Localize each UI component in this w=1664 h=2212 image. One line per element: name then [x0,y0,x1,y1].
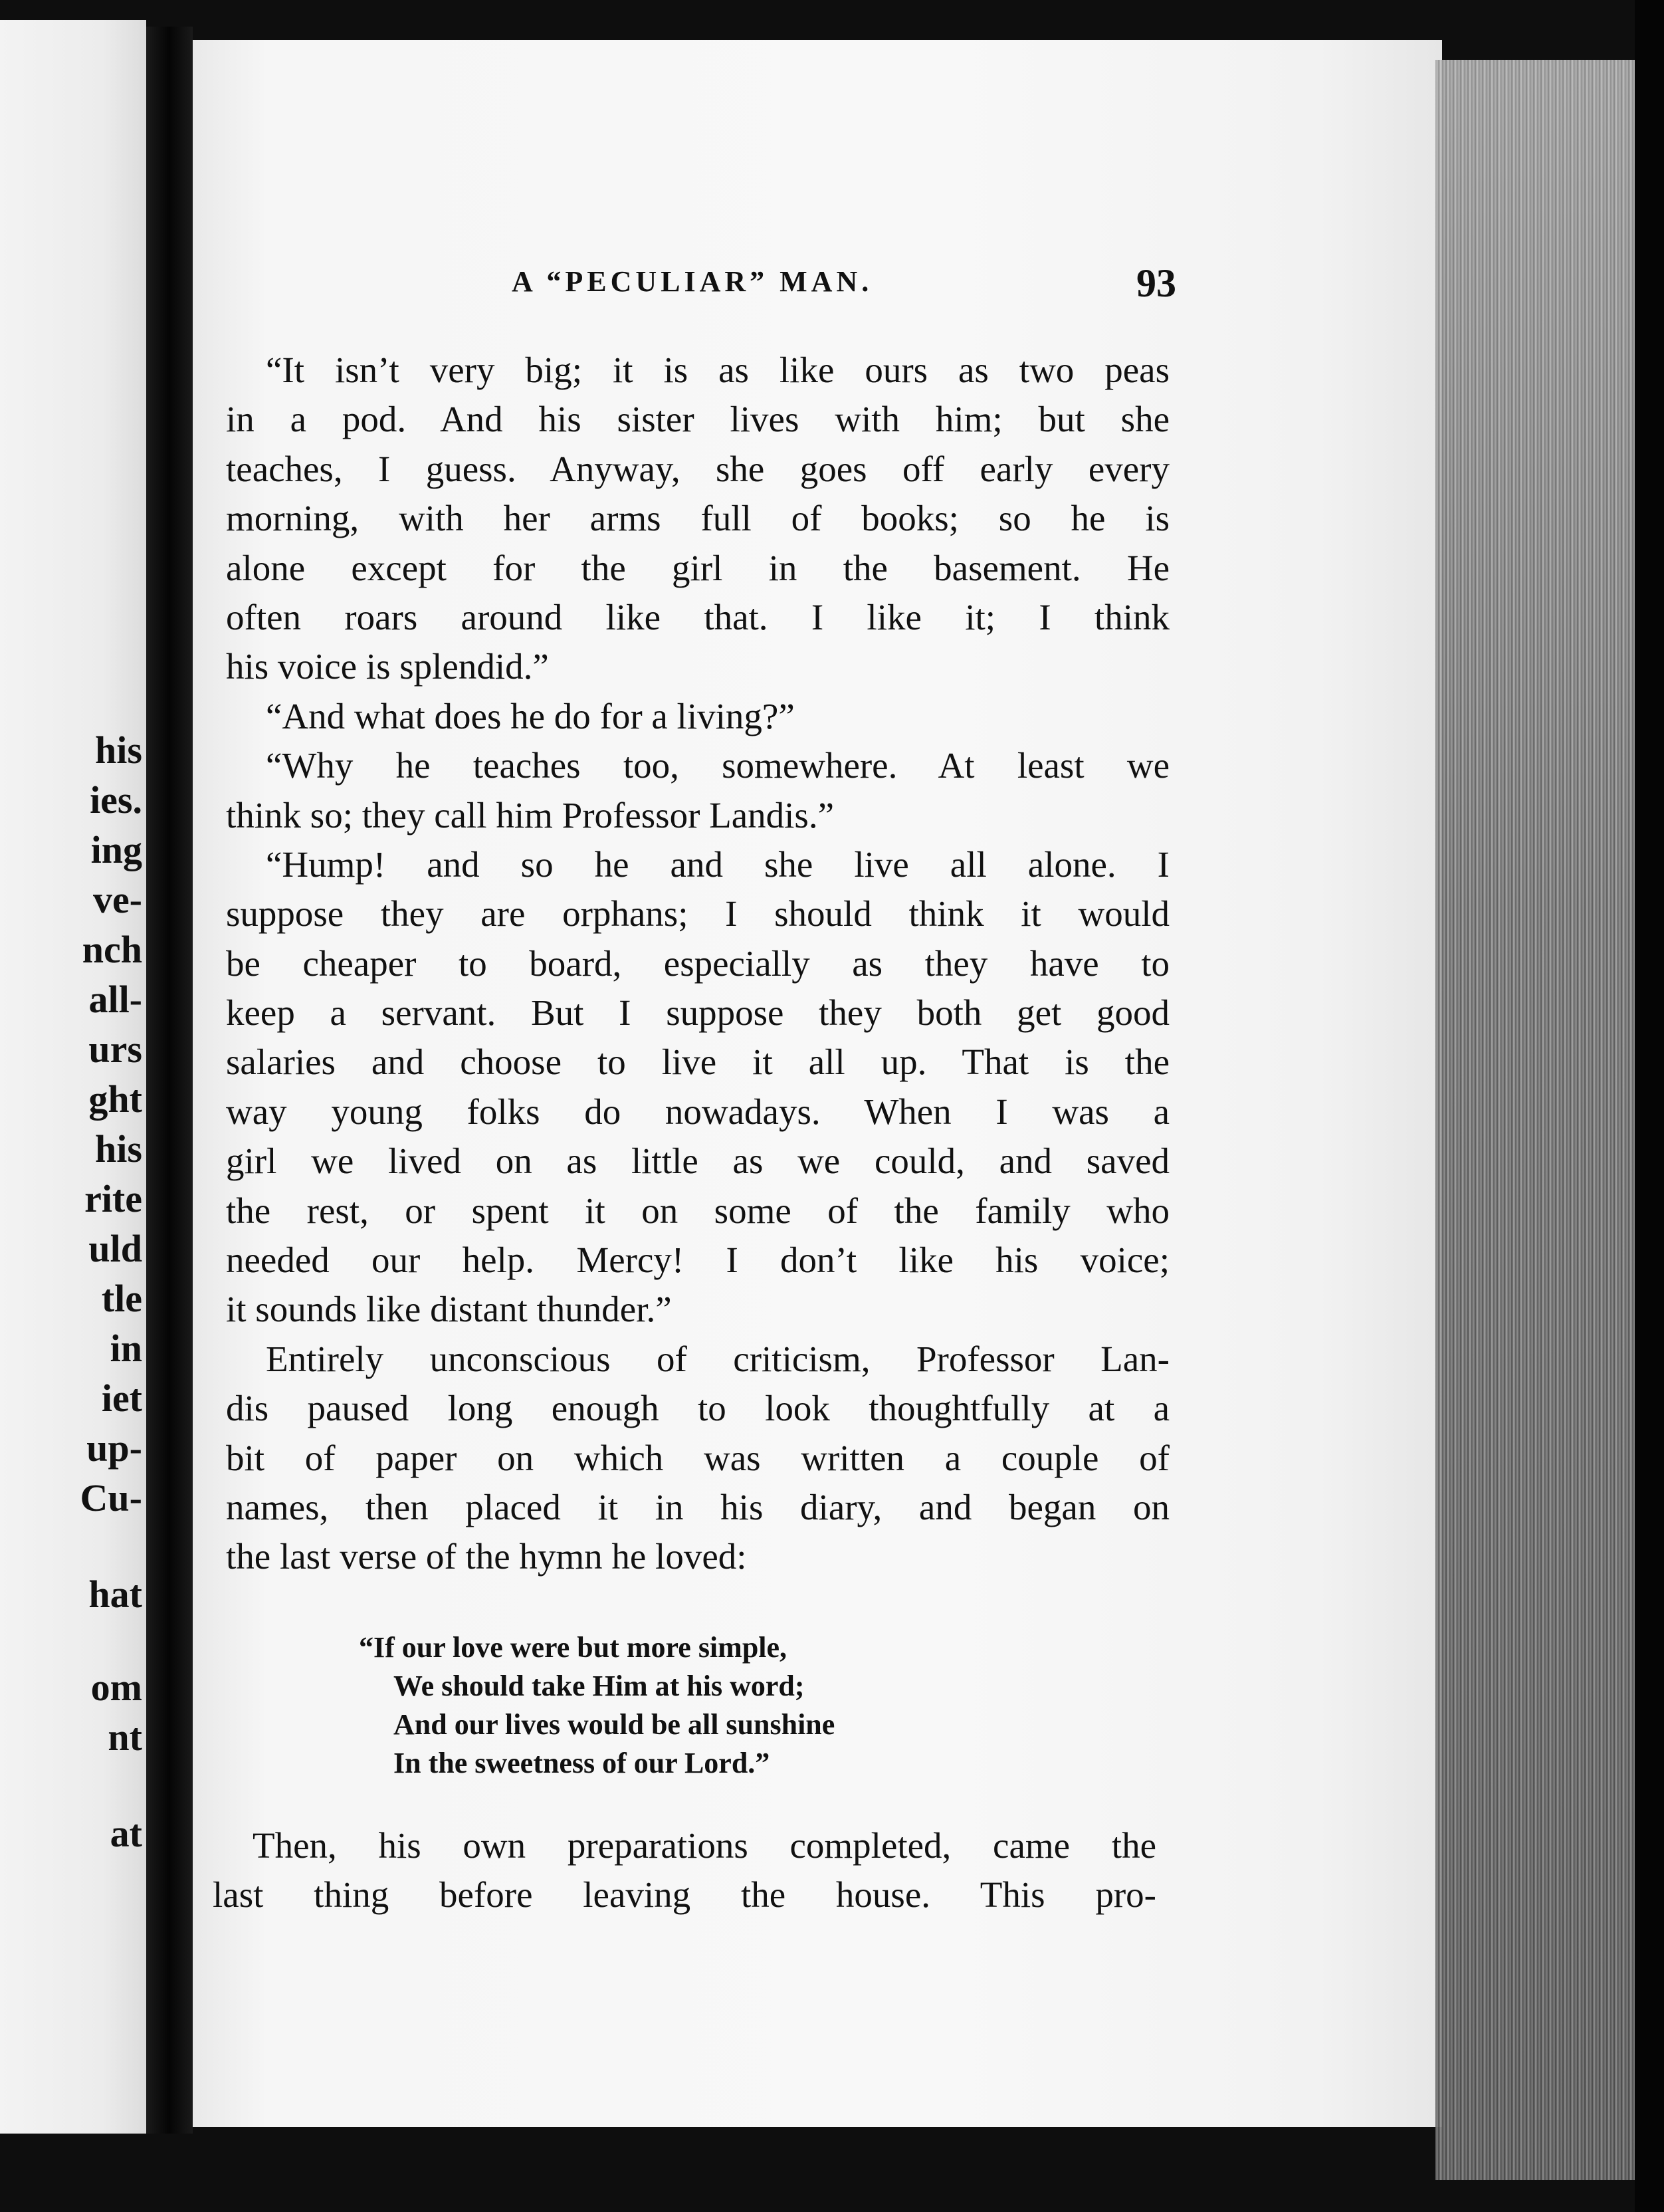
text-line: his voice is splendid.” [226,646,549,687]
left-page-fragment: iet [101,1377,142,1420]
page-edges [1435,60,1635,2180]
verse-line: And our lives would be all sunshine [393,1708,835,1741]
text-line: alone except for the girl in the basement. He [226,547,1170,588]
verse-line: We should take Him at his word; [393,1670,805,1702]
paragraph [226,1335,1170,1582]
text-line: the rest, or spent it on some of the family who [226,1190,1170,1231]
left-page-fragment: om [90,1666,142,1709]
page-number: 93 [1136,261,1176,305]
left-page-fragment: Cu- [80,1476,142,1519]
text-line: suppose they are orphans; I should think it would [226,893,1170,935]
text-line: think so; they call him Professor Landis.” [226,794,834,835]
left-page-fragment: at [110,1812,142,1855]
left-page-fragment: nt [108,1715,142,1759]
text-line: needed our help. Mercy! I don’t like his voice; [226,1240,1170,1281]
text-line: Entirely unconscious of criticism, Professor Lan- [266,1338,1170,1379]
left-page-fragment: up- [86,1426,142,1470]
left-page-fragment: ies. [90,778,142,822]
text-line: names, then placed it in his diary, and began on [226,1486,1170,1527]
left-page-fragment: all- [88,978,142,1021]
left-page-fragment: tle [101,1277,142,1320]
verse-line: In the sweetness of our Lord.” [393,1747,770,1779]
text-line: morning, with her arms full of books; so he is [226,498,1170,539]
text-line: “And what does he do for a living?” [266,695,795,736]
left-page-fragment: ing [90,828,142,871]
text-line: “Hump! and so he and she live all alone. I [266,843,1170,885]
text-line: “It isn’t very big; it is as like ours as two peas [266,350,1170,390]
left-page-fragment: rite [84,1177,142,1220]
running-title: A “PECULIAR” MAN. [512,265,873,298]
paragraph [226,346,1170,692]
left-page-fragment: hat [88,1573,142,1616]
text-line: often roars around like that. I like it; I think [226,596,1170,637]
text-line: Then, his own preparations completed, came the [253,1825,1156,1866]
left-facing-page [0,20,146,2134]
paragraph [226,741,1170,840]
left-page-fragment: his [95,728,142,772]
left-page-fragment: in [110,1327,142,1370]
text-line: in a pod. And his sister lives with him; but she [226,399,1170,440]
text-line: bit of paper on which was written a couple of [226,1437,1170,1478]
hymn-verse [359,1628,1023,1783]
verse-line: “If our love were but more simple, [359,1631,787,1664]
left-page-fragment: nch [82,928,142,971]
text-line: salaries and choose to live it all up. That is the [226,1042,1170,1083]
text-line: girl we lived on as little as we could, and saved [226,1141,1170,1182]
text-line: keep a servant. But I suppose they both get good [226,992,1170,1034]
left-page-fragment: urs [88,1028,142,1071]
text-line: dis paused long enough to look thoughtfully at a [226,1388,1170,1429]
text-line: it sounds like distant thunder.” [226,1289,672,1330]
paragraph [226,692,1170,741]
book-gutter [146,27,193,2134]
body-text [226,346,1170,1582]
text-line: last thing before leaving the house. This pro- [213,1874,1156,1916]
left-page-fragment: uld [88,1227,142,1270]
running-head [193,261,1176,311]
text-line: teaches, I guess. Anyway, she goes off early every [226,448,1170,489]
left-page-fragment: ve- [92,878,142,921]
text-line: the last verse of the hymn he loved: [226,1536,747,1577]
left-page-fragment: his [95,1127,142,1170]
paragraph [226,840,1170,1335]
closing-paragraph [213,1821,1156,1920]
text-line: “Why he teaches too, somewhere. At least we [266,745,1170,786]
background-edge [1635,0,1664,2212]
text-line: way young folks do nowadays. When I was a [226,1091,1170,1132]
text-line: be cheaper to board, especially as they have to [226,942,1170,984]
left-page-fragment: ght [88,1077,142,1121]
